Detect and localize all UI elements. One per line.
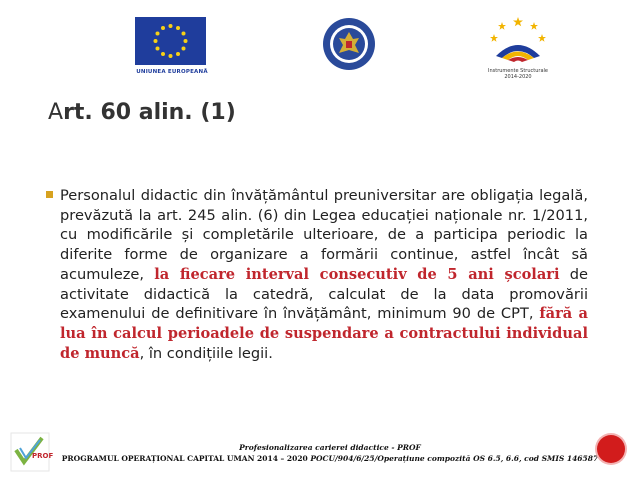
eu-caption: UNIUNEA EUROPEANĂ	[136, 69, 208, 75]
footer-program-line	[60, 453, 600, 464]
footer-project-name: Profesionalizarea carierei didactice - PROF	[239, 443, 421, 452]
body-content	[60, 186, 588, 363]
structural-instruments-caption	[470, 68, 566, 80]
main-paragraph	[60, 186, 588, 363]
structural-instruments-logo	[482, 14, 554, 70]
slide-title	[48, 100, 236, 125]
eu-flag-logo	[135, 17, 206, 65]
title-rest: rt. 60 alin. (1)	[63, 100, 236, 125]
page-marker-circle	[597, 435, 625, 463]
footer-program-code: POCU/904/6/25/Operațiune compozită OS 6.5, 6.6, cod SMIS 146587	[310, 454, 599, 463]
prof-logo-text: PROF	[32, 452, 54, 460]
footer	[60, 442, 600, 464]
square-bullet-icon	[46, 191, 53, 198]
title-first-letter: A	[48, 100, 64, 125]
government-seal-logo	[322, 17, 376, 71]
prof-logo	[10, 432, 54, 472]
paragraph-text-3: , în condițiile legii.	[139, 344, 273, 362]
paragraph-highlight-2: fără a lua în calcul perioadele de suspendare a contractului individual de muncă	[60, 305, 588, 362]
footer-program-main: PROGRAMUL OPERAȚIONAL CAPITAL UMAN 2014 – 2020	[61, 454, 311, 463]
paragraph-highlight-1: la fiecare interval consecutiv de 5 ani școlari	[154, 265, 560, 283]
header-logos	[0, 8, 638, 80]
paragraph-text-1: Personalul didactic din învățământul preuniversitar are obligația legală, prevăzută la art. 245 alin. (6) din Legea educației naționale nr. 1/2011, cu modificările și completările ulterioare, de a participa periodic la diferite forme de organizare a formării continue, astfel încât să acumuleze,	[60, 187, 588, 283]
is-caption-line2: 2014-2020	[504, 74, 532, 80]
is-caption-line1: Instrumente Structurale	[488, 68, 548, 74]
paragraph-text-2: de activitate didactică la catedră, calculat de la data promovării examenului de definitivare în învățământ, minimum 90 de CPT,	[60, 265, 588, 323]
